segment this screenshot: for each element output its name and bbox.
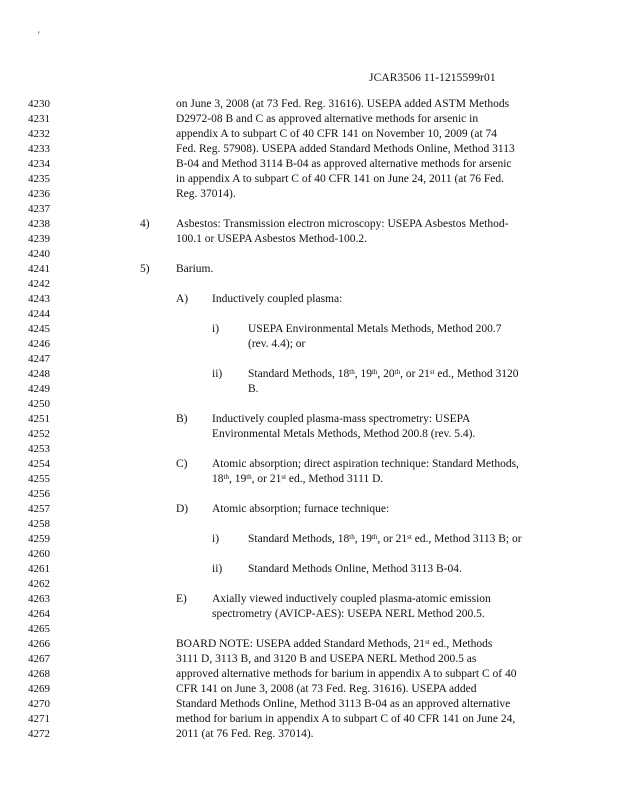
line-number: 4244 xyxy=(28,308,50,320)
line-number: 4269 xyxy=(28,683,50,695)
line-number: 4239 xyxy=(28,233,50,245)
line-number: 4236 xyxy=(28,188,50,200)
line-number: 4249 xyxy=(28,383,50,395)
line-number: 4251 xyxy=(28,413,50,425)
superscript: st xyxy=(407,533,412,541)
subitem-letter: E) xyxy=(176,593,187,605)
text-line xyxy=(212,473,383,486)
text-line: Fed. Reg. 57908). USEPA added Standard Methods Online, Method 3113 xyxy=(176,143,515,155)
line-number: 4242 xyxy=(28,278,50,290)
text-line: spectrometry (AVICP-AES): USEPA NERL Method 200.5. xyxy=(212,608,485,620)
text-line: appendix A to subpart C of 40 CFR 141 on November 10, 2009 (at 74 xyxy=(176,128,498,140)
text-segment: , or 21 xyxy=(377,533,408,545)
line-number: 4241 xyxy=(28,263,50,275)
text-segment: ed., Method 3113 B; or xyxy=(411,533,522,545)
line-number: 4268 xyxy=(28,668,50,680)
superscript: th xyxy=(246,473,252,481)
line-number: 4265 xyxy=(28,623,50,635)
text-segment: , or 21 xyxy=(400,368,430,380)
superscript: th xyxy=(371,368,378,376)
text-line: Axially viewed inductively coupled plasma-atomic emission xyxy=(212,593,491,605)
text-line: method for barium in appendix A to subpart C of 40 CFR 141 on June 24, xyxy=(176,713,516,725)
line-number: 4260 xyxy=(28,548,50,560)
subitem-letter: C) xyxy=(176,458,188,470)
roman-number: ii) xyxy=(212,368,223,380)
line-number: 4247 xyxy=(28,353,50,365)
text-line: (rev. 4.4); or xyxy=(248,338,306,350)
text-segment: , or 21 xyxy=(251,473,282,485)
line-number: 4256 xyxy=(28,488,50,500)
text-segment: , 19 xyxy=(354,368,372,380)
line-number: 4267 xyxy=(28,653,50,665)
line-number: 4231 xyxy=(28,113,50,125)
item-title: Barium. xyxy=(176,263,214,275)
roman-number: i) xyxy=(212,323,220,335)
text-line: Atomic absorption; direct aspiration technique: Standard Methods, xyxy=(212,458,519,470)
roman-number: i) xyxy=(212,533,220,545)
line-number: 4264 xyxy=(28,608,50,620)
text-line xyxy=(176,638,492,651)
text-line: Environmental Metals Methods, Method 200.8 (rev. 5.4). xyxy=(212,428,476,440)
superscript: st xyxy=(281,473,287,481)
roman-number: ii) xyxy=(212,563,223,575)
line-number: 4233 xyxy=(28,143,50,155)
line-number: 4258 xyxy=(28,518,50,530)
text-line: approved alternative methods for barium in appendix A to subpart C of 40 xyxy=(176,668,517,680)
line-number: 4271 xyxy=(28,713,50,725)
subitem-letter: B) xyxy=(176,413,188,425)
line-number: 4270 xyxy=(28,698,50,710)
text-line: in appendix A to subpart C of 40 CFR 141 on June 24, 2011 (at 76 Fed. xyxy=(176,173,504,185)
item-number: 5) xyxy=(140,263,150,275)
line-number: 4240 xyxy=(28,248,50,260)
line-number: 4243 xyxy=(28,293,50,305)
text-line: 3111 D, 3113 B, and 3120 B and USEPA NERL Method 200.5 as xyxy=(176,653,477,665)
superscript: th xyxy=(371,533,378,541)
text-line xyxy=(248,533,522,546)
line-number: 4232 xyxy=(28,128,50,140)
line-number: 4238 xyxy=(28,218,50,230)
text-line: Standard Methods Online, Method 3113 B-04. xyxy=(248,563,462,575)
line-number: 4262 xyxy=(28,578,50,590)
line-number: 4246 xyxy=(28,338,50,350)
item-number: 4) xyxy=(140,218,150,230)
text-line: D2972-08 B and C as approved alternative methods for arsenic in xyxy=(176,113,479,125)
text-line: 100.1 or USEPA Asbestos Method-100.2. xyxy=(176,233,367,245)
subitem-letter: D) xyxy=(176,503,189,515)
line-number: 4259 xyxy=(28,533,50,545)
superscript: th xyxy=(349,368,355,376)
text-segment: 18 xyxy=(212,473,224,485)
corner-mark: ' xyxy=(38,30,40,40)
text-segment: , 19 xyxy=(354,533,372,545)
subitem-title: Inductively coupled plasma: xyxy=(212,293,343,305)
text-segment: , 19 xyxy=(228,473,247,485)
superscript: st xyxy=(425,638,430,646)
text-line: CFR 141 on June 3, 2008 (at 73 Fed. Reg. 31616). USEPA added xyxy=(176,683,477,695)
line-number: 4250 xyxy=(28,398,50,410)
superscript: th xyxy=(349,533,355,541)
text-line: B. xyxy=(248,383,259,395)
line-number: 4248 xyxy=(28,368,50,380)
text-segment: BOARD NOTE: USEPA added Standard Methods, 21 xyxy=(176,638,426,650)
line-number: 4263 xyxy=(28,593,50,605)
text-line: USEPA Environmental Metals Methods, Method 200.7 xyxy=(248,323,502,335)
text-segment: ed., Methods xyxy=(429,638,493,650)
text-line: Standard Methods Online, Method 3113 B-04 as an approved alternative xyxy=(176,698,511,710)
superscript: th xyxy=(394,368,401,376)
line-number: 4261 xyxy=(28,563,50,575)
line-number: 4252 xyxy=(28,428,50,440)
line-number: 4237 xyxy=(28,203,50,215)
line-number: 4254 xyxy=(28,458,50,470)
text-line: Reg. 37014). xyxy=(176,188,236,200)
line-number: 4230 xyxy=(28,98,50,110)
line-number: 4234 xyxy=(28,158,50,170)
text-segment: , 20 xyxy=(377,368,395,380)
line-number: 4253 xyxy=(28,443,50,455)
line-number: 4257 xyxy=(28,503,50,515)
text-line: B-04 and Method 3114 B-04 as approved alternative methods for arsenic xyxy=(176,158,512,170)
line-number: 4235 xyxy=(28,173,50,185)
subitem-title: Atomic absorption; furnace technique: xyxy=(212,503,390,515)
document-header: JCAR3506 11-1215599r01 xyxy=(369,72,496,84)
text-segment: Standard Methods, 18 xyxy=(248,533,350,545)
superscript: st xyxy=(429,368,435,376)
text-segment: ed., Method 3120 xyxy=(434,368,519,380)
text-line: 2011 (at 76 Fed. Reg. 37014). xyxy=(176,728,314,740)
text-segment: Standard Methods, 18 xyxy=(248,368,350,380)
superscript: th xyxy=(223,473,229,481)
text-segment: ed., Method 3111 D. xyxy=(286,473,384,485)
text-line: Asbestos: Transmission electron microscopy: USEPA Asbestos Method- xyxy=(176,218,509,230)
line-number: 4255 xyxy=(28,473,50,485)
subitem-letter: A) xyxy=(176,293,189,305)
line-number: 4272 xyxy=(28,728,50,740)
text-line: on June 3, 2008 (at 73 Fed. Reg. 31616). USEPA added ASTM Methods xyxy=(176,98,510,110)
text-line: Inductively coupled plasma-mass spectrometry: USEPA xyxy=(212,413,471,425)
line-number: 4245 xyxy=(28,323,50,335)
line-number: 4266 xyxy=(28,638,50,650)
text-line xyxy=(248,368,519,381)
